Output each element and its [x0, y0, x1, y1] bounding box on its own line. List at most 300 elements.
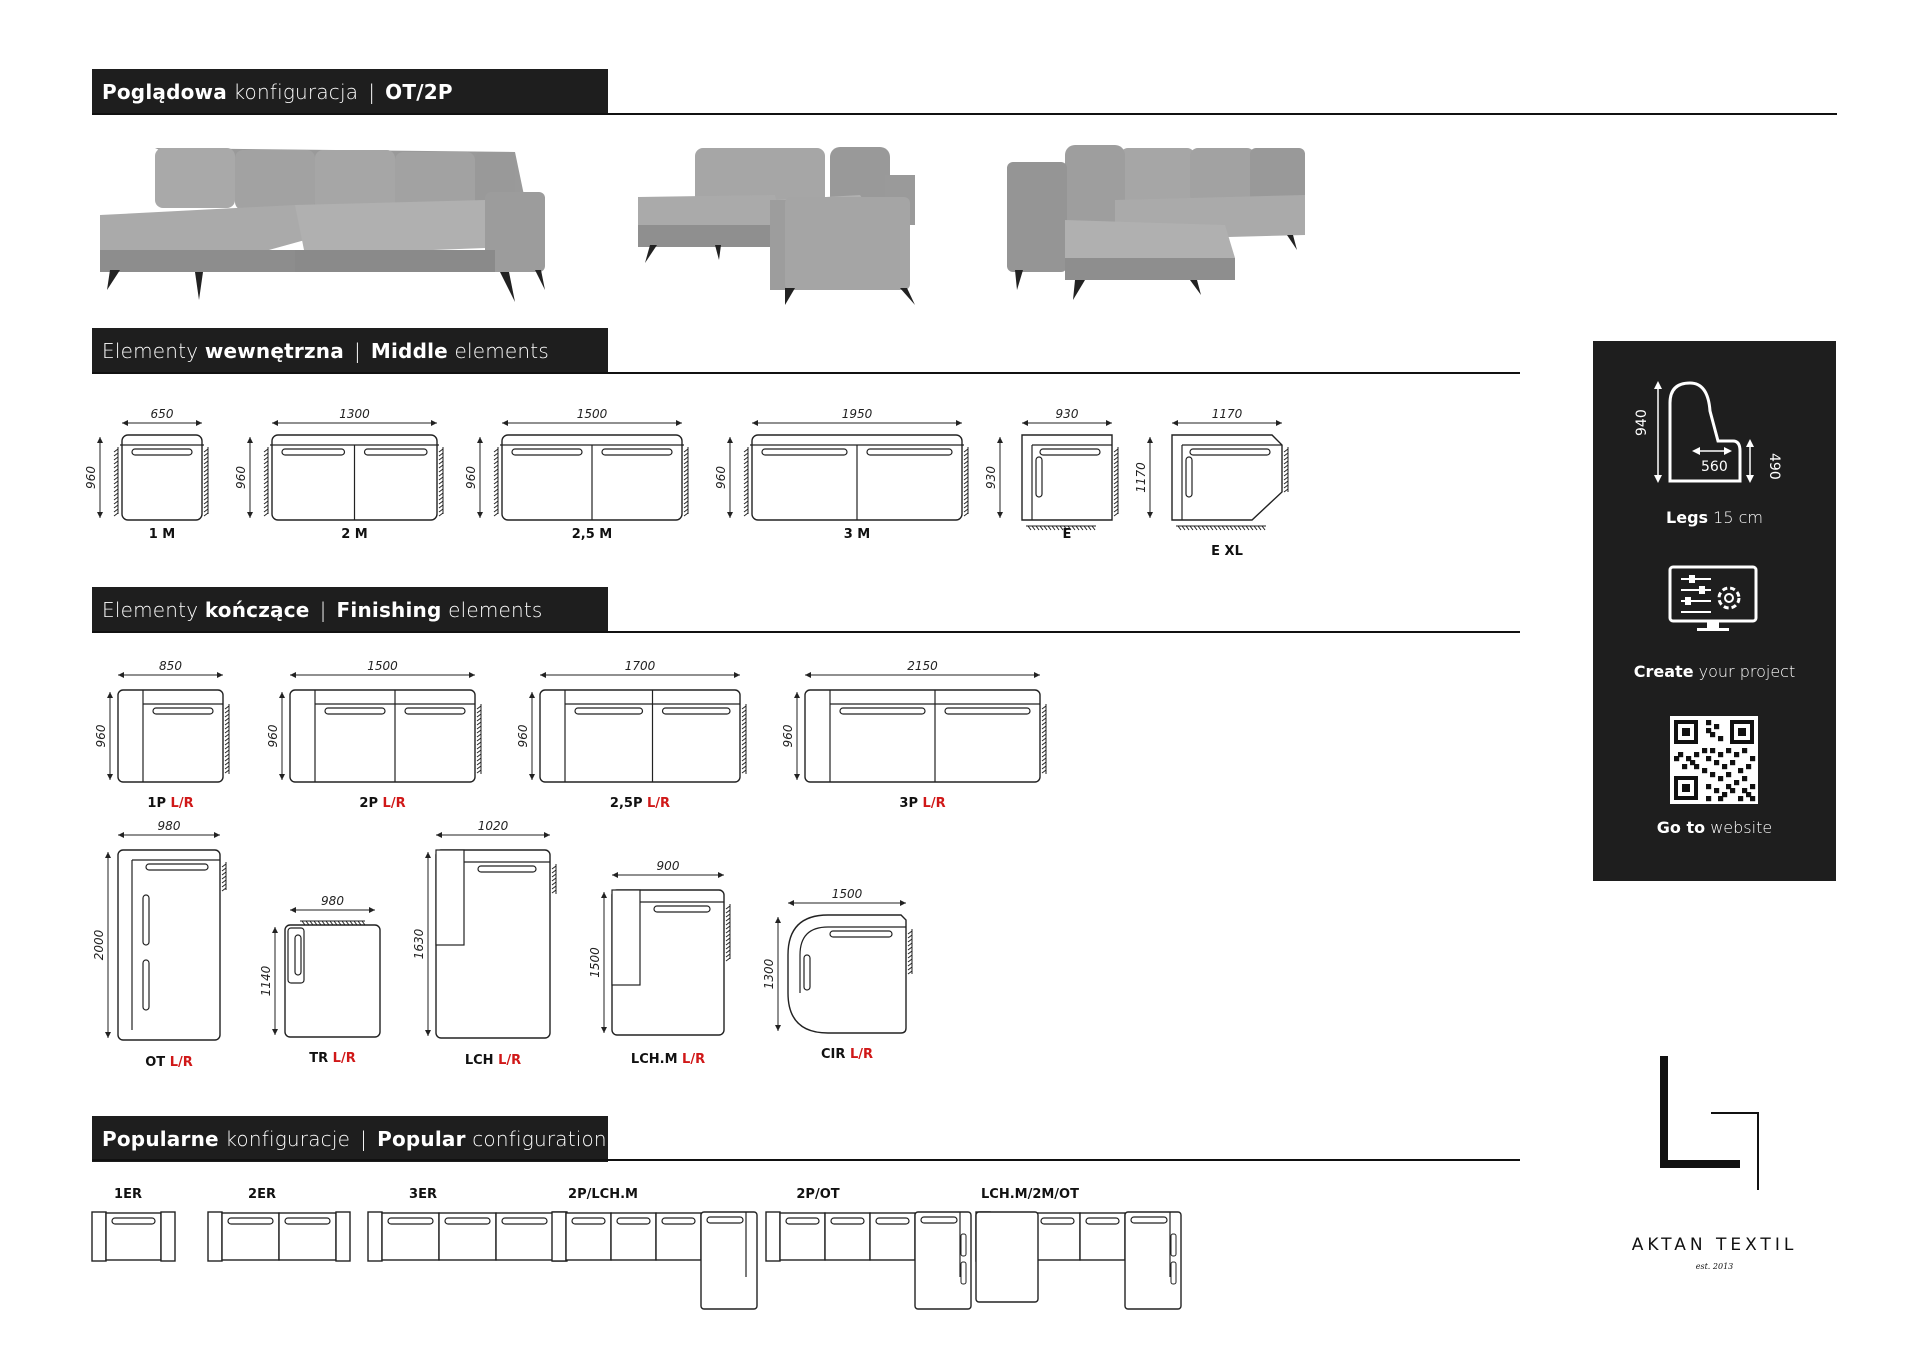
cushion	[143, 960, 149, 1010]
arrow	[718, 872, 724, 878]
cushion	[762, 449, 847, 455]
dim-width: 1170	[1211, 407, 1243, 421]
qr-module	[1714, 760, 1719, 765]
qr-module	[1682, 764, 1687, 769]
seat-dimensions-icon	[1634, 381, 1788, 501]
element-label: E	[1062, 527, 1072, 542]
hatch-strip	[1176, 526, 1266, 530]
dim-height: 2000	[92, 929, 106, 961]
qr-module	[1750, 796, 1755, 801]
cushion	[282, 449, 345, 455]
finishing-element	[266, 659, 481, 811]
sofa-photo-side	[635, 145, 925, 305]
qr-module	[1706, 756, 1711, 761]
dim-width: 1020	[477, 819, 509, 833]
arrow	[612, 872, 618, 878]
goto-light: website	[1710, 818, 1773, 837]
cushion	[654, 906, 710, 912]
element-label: 3P L/R	[899, 796, 946, 811]
hatch-strip	[477, 704, 481, 774]
element-label: 1 M	[148, 527, 176, 542]
cushion	[572, 1218, 605, 1224]
seat-block	[122, 435, 202, 520]
hatch-strip	[1284, 447, 1288, 492]
dim-height: 940	[1634, 409, 1650, 436]
arrow	[118, 672, 124, 678]
arrow	[272, 420, 278, 426]
cushion	[512, 449, 582, 455]
cushion	[831, 1218, 864, 1224]
armrest	[368, 1212, 382, 1261]
qr-module	[1702, 748, 1707, 753]
qr-finder	[1682, 784, 1690, 792]
cushion	[325, 708, 385, 714]
arrow	[118, 832, 124, 838]
dim-height: 960	[234, 466, 248, 489]
cushion	[143, 895, 149, 945]
cushion	[662, 1218, 695, 1224]
cushion	[285, 1218, 330, 1224]
dim-width: 850	[159, 659, 182, 673]
qr-module	[1746, 764, 1751, 769]
cushion	[295, 935, 301, 975]
dim-width: 1950	[841, 407, 873, 421]
section-header-middle	[92, 328, 608, 374]
dim-height: 960	[516, 724, 530, 748]
config-label: 3ER	[409, 1187, 437, 1202]
info-sidebar	[1593, 341, 1836, 881]
arrow	[97, 512, 103, 518]
cushion	[132, 449, 192, 455]
element-label: 2,5 M	[571, 527, 613, 542]
middle-element	[1134, 407, 1288, 559]
chaise	[701, 1212, 757, 1309]
arrow	[290, 672, 296, 678]
qr-module	[1726, 748, 1731, 753]
cushion	[388, 1218, 433, 1224]
hatch-strip	[1042, 704, 1046, 774]
hatch-strip	[1026, 526, 1096, 530]
qr-module	[1674, 756, 1679, 761]
element-label: 2,5P L/R	[609, 796, 671, 811]
dim-width: 650	[150, 407, 174, 421]
middle-elements-diagrams	[0, 390, 1400, 590]
cushion	[830, 931, 892, 937]
armrest	[436, 850, 464, 945]
arrow	[247, 512, 253, 518]
finishing-element-cir	[762, 887, 912, 1062]
config-label: LCH.M/2M/OT	[981, 1187, 1079, 1202]
qr-module	[1710, 772, 1715, 777]
arrow	[247, 437, 253, 443]
header-bold2: Popular	[377, 1127, 466, 1151]
qr-module	[1734, 752, 1739, 757]
armrest	[336, 1212, 350, 1261]
create-light: your project	[1698, 662, 1796, 681]
popular-config	[92, 1187, 175, 1261]
hatch-strip	[1114, 447, 1118, 516]
arrow	[107, 774, 113, 780]
qr-module	[1738, 768, 1743, 773]
hatch-strip	[552, 864, 556, 894]
qr-module	[1706, 784, 1711, 789]
legs-value: 15 cm	[1713, 508, 1763, 527]
arrow	[217, 672, 223, 678]
qr-finder	[1738, 728, 1746, 736]
arrow	[794, 692, 800, 698]
dim-height: 1500	[588, 947, 602, 978]
arrow	[788, 900, 794, 906]
arrow	[279, 774, 285, 780]
arrow	[734, 672, 740, 678]
hatch-strip	[744, 447, 748, 516]
brand-est: est. 2013	[1695, 1262, 1734, 1271]
dim-height: 1170	[1134, 462, 1148, 493]
header-bold: Popularne	[102, 1127, 219, 1151]
hatch-strip	[684, 447, 688, 516]
header-text: Elementy	[102, 339, 199, 363]
cushion	[1040, 449, 1100, 455]
header-text: Elementy	[102, 598, 199, 622]
header-light: elements	[448, 598, 543, 622]
arrow	[529, 692, 535, 698]
dim-width: 1700	[624, 659, 656, 673]
dim-width: 2150	[907, 659, 938, 673]
header-sep: |	[353, 339, 361, 363]
middle-element	[84, 407, 208, 542]
brand-name: AKTAN TEXTIL	[1631, 1235, 1798, 1255]
arrow	[107, 692, 113, 698]
qr-module	[1742, 748, 1747, 753]
hatch-strip	[222, 862, 226, 891]
hatch-strip	[439, 447, 443, 516]
cushion	[921, 1217, 957, 1223]
qr-module	[1734, 780, 1739, 785]
cushion	[575, 708, 643, 714]
hatch-strip	[225, 704, 229, 774]
middle-element	[984, 407, 1118, 542]
header-sep: |	[360, 1127, 368, 1151]
dim-height: 930	[984, 466, 998, 489]
qr-module	[1706, 796, 1711, 801]
element-label: 3 M	[843, 527, 871, 542]
cushion	[617, 1218, 650, 1224]
header-bold2: Middle	[370, 339, 448, 363]
qr-module	[1714, 788, 1719, 793]
arrow	[752, 420, 758, 426]
header-bold: kończące	[204, 598, 310, 622]
finishing-elements-row2	[0, 820, 1000, 1080]
arrow	[529, 774, 535, 780]
arrow	[997, 512, 1003, 518]
qr-module	[1742, 776, 1747, 781]
armrest	[92, 1212, 106, 1261]
cushion	[153, 708, 213, 714]
dim-height: 1140	[259, 965, 273, 997]
seat-block	[118, 850, 220, 1040]
qr-module	[1702, 768, 1707, 773]
finishing-element-tr	[259, 894, 380, 1066]
qr-module	[1706, 720, 1711, 725]
arrow	[279, 692, 285, 698]
rule-1	[92, 113, 1837, 115]
dim-height: 960	[781, 724, 795, 748]
monitor-configurator-icon	[1667, 564, 1762, 634]
arrow	[122, 420, 128, 426]
element-label: 2P L/R	[359, 796, 406, 811]
qr-module	[1714, 724, 1719, 729]
arrow	[436, 832, 442, 838]
hatch-strip	[742, 704, 746, 774]
hatch-strip	[726, 904, 730, 961]
element-label: OT L/R	[145, 1055, 193, 1070]
cushion	[961, 1234, 966, 1256]
arrow	[477, 512, 483, 518]
arrow	[1147, 512, 1153, 518]
dim-width: 1500	[367, 659, 398, 673]
dim-width: 980	[321, 894, 344, 908]
popular-config	[368, 1187, 567, 1261]
qr-module	[1742, 788, 1747, 793]
popular-config	[552, 1187, 757, 1309]
hatch-strip	[204, 447, 208, 516]
config-label: 2ER	[248, 1187, 276, 1202]
header-code: OT/2P	[385, 80, 453, 104]
qr-module	[1718, 796, 1723, 801]
rule-2	[92, 372, 1520, 374]
arrow	[727, 512, 733, 518]
armrest	[161, 1212, 175, 1261]
hatch-strip	[964, 447, 968, 516]
legs-bold: Legs	[1666, 508, 1709, 527]
dim-seat: 490	[1766, 453, 1782, 480]
armrest	[552, 1212, 566, 1261]
cushion	[502, 1218, 547, 1224]
finishing-element	[94, 659, 229, 811]
cushion	[146, 864, 208, 870]
cushion	[1131, 1217, 1167, 1223]
middle-element	[234, 407, 443, 542]
qr-module	[1722, 764, 1727, 769]
cushion	[228, 1218, 273, 1224]
finishing-element	[516, 659, 746, 811]
element-label: TR L/R	[309, 1051, 356, 1066]
cushion	[1171, 1262, 1176, 1284]
cushion	[1041, 1218, 1074, 1224]
chaise	[915, 1212, 971, 1309]
middle-element	[714, 407, 968, 542]
hatch-strip	[908, 929, 912, 974]
rule-3	[92, 631, 1520, 633]
sofa-photo-front	[95, 140, 555, 305]
qr-module	[1694, 764, 1699, 769]
cushion	[602, 449, 672, 455]
config-label: 2P/OT	[796, 1187, 840, 1202]
header-light: konfiguracje	[225, 1127, 351, 1151]
legs-caption	[1593, 508, 1836, 527]
hatch-strip	[264, 447, 268, 516]
qr-module	[1726, 784, 1731, 789]
dim-depth: 560	[1701, 459, 1728, 475]
cushion	[840, 708, 925, 714]
header-bold: Poglądowa	[102, 80, 227, 104]
arrow	[1172, 420, 1178, 426]
cushion	[478, 866, 536, 872]
arrow	[272, 1029, 278, 1035]
qr-module	[1718, 776, 1723, 781]
arrow	[105, 1032, 111, 1038]
header-light2: configurations	[472, 1127, 618, 1151]
arrow	[1276, 420, 1282, 426]
armrest	[208, 1212, 222, 1261]
dim-width: 900	[656, 859, 680, 873]
section-header-finishing	[92, 587, 608, 633]
header-light: elements	[454, 339, 549, 363]
rule-4	[92, 1159, 1520, 1161]
qr-finder	[1682, 728, 1690, 736]
cushion	[707, 1217, 743, 1223]
finishing-elements-row1	[0, 650, 1100, 820]
qr-module	[1730, 760, 1735, 765]
cushion	[786, 1218, 819, 1224]
qr-module	[1718, 752, 1723, 757]
arrow	[369, 907, 375, 913]
qr-code-icon[interactable]	[1670, 716, 1758, 804]
element-label: 1P L/R	[147, 796, 194, 811]
cushion	[867, 449, 952, 455]
finishing-element-ot	[92, 819, 226, 1070]
arrow	[502, 420, 508, 426]
dim-height: 960	[714, 466, 728, 489]
arrow	[196, 420, 202, 426]
hatch-strip	[494, 447, 498, 516]
arrow	[601, 1027, 607, 1033]
middle-element	[464, 407, 688, 542]
arrow	[900, 900, 906, 906]
cushion	[1190, 449, 1270, 455]
cushion	[1171, 1234, 1176, 1256]
cushion	[1036, 457, 1042, 497]
dim-height: 960	[464, 466, 478, 489]
arrow	[956, 420, 962, 426]
brand-logo-icon	[1653, 1053, 1765, 1193]
element-label: 2 M	[341, 527, 368, 542]
arrow	[469, 672, 475, 678]
header-sep: |	[368, 80, 376, 104]
arrow	[540, 672, 546, 678]
qr-module	[1738, 796, 1743, 801]
popular-config	[766, 1187, 971, 1309]
dim-width: 1500	[576, 407, 608, 421]
qr-module	[1718, 736, 1723, 741]
element-label: E XL	[1211, 544, 1243, 559]
qr-module	[1710, 748, 1715, 753]
cushion	[445, 1218, 490, 1224]
goto-bold: Go to	[1656, 818, 1706, 837]
armrest	[766, 1212, 780, 1261]
arrow	[794, 774, 800, 780]
cushion	[663, 708, 731, 714]
sofa-photo-back	[1005, 140, 1305, 305]
dim-height: 960	[266, 724, 280, 748]
popular-config	[208, 1187, 350, 1261]
section-header-preview	[92, 69, 608, 115]
create-bold: Create	[1633, 662, 1694, 681]
header-light: konfiguracja	[233, 80, 359, 104]
dim-width: 1500	[831, 887, 863, 901]
arrow	[290, 907, 296, 913]
hatch-strip	[114, 447, 118, 516]
header-sep: |	[319, 598, 327, 622]
qr-module	[1750, 756, 1755, 761]
cushion	[405, 708, 465, 714]
finishing-element-lchm	[588, 859, 730, 1067]
cushion	[365, 449, 428, 455]
qr-module	[1694, 752, 1699, 757]
arrow	[97, 437, 103, 443]
arrow	[105, 852, 111, 858]
goto-caption[interactable]	[1593, 818, 1836, 837]
dim-width: 1300	[339, 407, 370, 421]
qr-module	[1710, 732, 1715, 737]
dim-width: 930	[1055, 407, 1079, 421]
arrow	[544, 832, 550, 838]
arrow	[214, 832, 220, 838]
arrow	[1022, 420, 1028, 426]
cushion	[961, 1262, 966, 1284]
popular-config	[976, 1187, 1181, 1309]
arrow	[601, 892, 607, 898]
cushion	[112, 1218, 155, 1224]
dim-height: 960	[94, 724, 108, 748]
dim-width: 980	[157, 819, 181, 833]
arrow	[477, 437, 483, 443]
popular-configurations	[0, 1180, 1220, 1330]
arrow	[775, 917, 781, 923]
header-bold2: Finishing	[336, 598, 442, 622]
cushion	[1086, 1218, 1119, 1224]
arrow	[272, 927, 278, 933]
finishing-element	[781, 659, 1046, 811]
finishing-element-lch	[412, 819, 556, 1068]
qr-module	[1750, 784, 1755, 789]
arrow	[997, 437, 1003, 443]
arrow	[1034, 672, 1040, 678]
arrow	[425, 852, 431, 858]
config-label: 2P/LCH.M	[568, 1187, 638, 1202]
chaise-left	[976, 1212, 1038, 1302]
arrow	[425, 1030, 431, 1036]
armrest	[612, 890, 640, 985]
cushion	[945, 708, 1030, 714]
header-bold: wewnętrzna	[204, 339, 344, 363]
cushion	[876, 1218, 909, 1224]
arrow	[431, 420, 437, 426]
arrow	[805, 672, 811, 678]
element-label: CIR L/R	[821, 1047, 873, 1062]
dim-height: 1630	[412, 928, 426, 960]
section-header-popular	[92, 1116, 618, 1162]
arrow	[676, 420, 682, 426]
qr-module	[1726, 772, 1731, 777]
create-caption[interactable]	[1593, 662, 1836, 681]
arrow	[775, 1025, 781, 1031]
cushion	[1186, 457, 1192, 497]
arrow	[1106, 420, 1112, 426]
dim-height: 960	[84, 466, 98, 489]
arrow	[727, 437, 733, 443]
config-label: 1ER	[114, 1187, 142, 1202]
